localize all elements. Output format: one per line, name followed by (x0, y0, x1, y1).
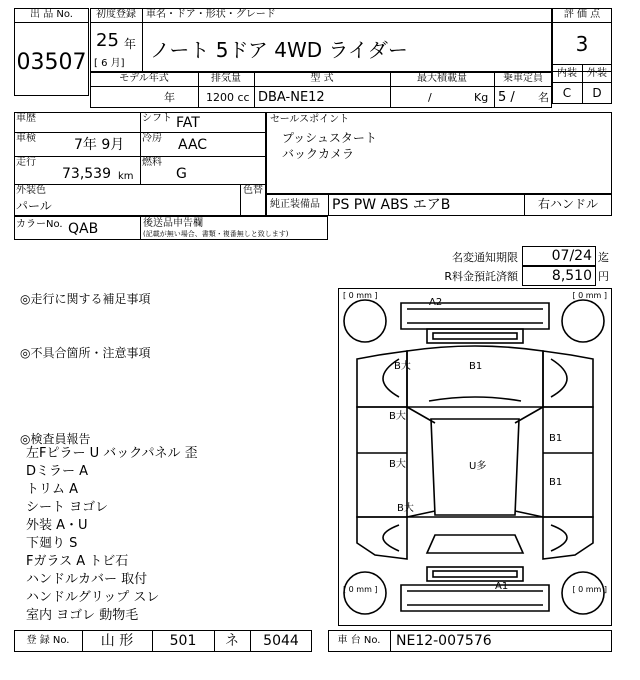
exterior-label: 外装 (587, 68, 607, 79)
report-item: 外装 A・U (26, 518, 88, 533)
recycle-unit: 円 (598, 270, 609, 283)
registration-area: 山 形 (100, 633, 134, 649)
car-name-label: 車名・ドア・形状・グレード (146, 9, 276, 20)
wheel-label-rear-left: [ 0 mm ] (343, 585, 378, 594)
max-load: / (428, 91, 432, 104)
mileage-value: 73,539 (62, 166, 111, 182)
displacement: 1200 cc (206, 91, 250, 104)
history-label: 車歴 (16, 113, 36, 124)
capacity-label: 乗車定員 (503, 73, 543, 84)
documents-label: 後送品申告欄 (143, 218, 203, 229)
damage-mark: B1 (549, 477, 563, 488)
report-item: トリム A (26, 482, 79, 497)
color-change-label: 色替 (243, 185, 263, 196)
first-registration-label: 初度登録 (96, 9, 136, 20)
max-load-unit: Kg (474, 91, 489, 104)
damage-mark: B大 (389, 459, 406, 470)
name-change-label: 名変通知期限 (452, 251, 518, 264)
color-value: パール (16, 199, 52, 213)
wheel-label-front-right: [ 0 mm ] (572, 291, 607, 300)
color-no-label: カラーNo. (16, 219, 63, 230)
model-code: DBA-NE12 (258, 90, 325, 105)
report-item: 室内 ヨゴレ 動物毛 (26, 608, 139, 623)
steering-value: 右ハンドル (537, 197, 598, 211)
capacity-unit: 名 (538, 91, 549, 104)
ac-label: 冷房 (142, 133, 162, 144)
registration-label: 登 録 No. (26, 635, 70, 646)
recycle-value: 8,510 (551, 268, 592, 284)
wheel-front-left (344, 300, 386, 342)
exterior-grade: D (592, 86, 602, 100)
max-load-label: 最大積載量 (417, 73, 467, 84)
chassis-label: 車 台 No. (337, 635, 381, 646)
equipment-value: PS PW ABS エアB (332, 197, 451, 213)
color-no: QAB (68, 221, 99, 237)
name-change-unit: 迄 (598, 251, 609, 264)
equipment-label: 純正装備品 (270, 199, 320, 210)
registration-month: [ 6 月] (94, 58, 125, 69)
documents-note: (記載が無い場合、書類・複番無しと致します) (143, 230, 289, 238)
shift-value: FAT (176, 115, 200, 131)
damage-mark: U多 (469, 461, 487, 472)
inspection-label: 車検 (16, 133, 36, 144)
wheel-label-front-left: [ 0 mm ] (343, 291, 378, 300)
grade-label: 評 価 点 (563, 9, 601, 20)
car-name: ノート 5ドア 4WD ライダー (150, 38, 408, 62)
report-item: 下廻り S (26, 536, 78, 551)
registration-number: 5044 (263, 633, 299, 649)
report-item: 左Fピラー U バックパネル 歪 (26, 446, 198, 461)
mileage-label: 走行 (16, 157, 36, 168)
sales-point-label: セールスポイント (270, 114, 350, 125)
report-item: Dミラー A (26, 464, 89, 479)
damage-mark: B大 (397, 503, 414, 514)
year-unit: 年 (124, 37, 137, 51)
car-diagram (339, 289, 611, 625)
damage-mark: B1 (469, 361, 483, 372)
report-item: Fガラス A トビ石 (26, 554, 129, 569)
capacity: 5 / (498, 90, 515, 105)
lot-number: 03507 (16, 50, 87, 75)
model-year-unit: 年 (164, 91, 175, 104)
inspector-report-heading: ◎検査員報告 (20, 432, 91, 446)
car-diagram-box (338, 288, 612, 626)
damage-mark: A2 (429, 297, 443, 308)
grade-score: 3 (575, 32, 589, 56)
fuel-label: 燃料 (142, 157, 162, 168)
inspection-value: 7年 9月 (74, 137, 125, 153)
wheel-front-right (562, 300, 604, 342)
sales-point-1: プッシュスタート (282, 131, 377, 145)
registration-kana: ネ (225, 633, 239, 649)
model-code-label: 型 式 (310, 73, 334, 84)
registration-class: 501 (169, 633, 197, 649)
color-label: 外装色 (16, 185, 46, 196)
report-item: ハンドルグリップ スレ (26, 590, 160, 605)
lot-number-label: 出 品 No. (30, 9, 73, 20)
chassis-number: NE12-007576 (396, 633, 492, 649)
damage-mark: A1 (495, 581, 509, 592)
ac-value: AAC (178, 137, 208, 153)
shift-label: シフト (142, 113, 172, 124)
recycle-label: R料金預託済額 (444, 270, 518, 283)
damage-mark: B大 (394, 361, 411, 372)
mileage-unit: km (118, 171, 134, 182)
damage-mark: B大 (389, 411, 406, 422)
registration-year: 25 (96, 30, 119, 51)
sales-point-2: バックカメラ (282, 147, 355, 161)
wheel-label-rear-right: [ 0 mm ] (572, 585, 607, 594)
displacement-label: 排気量 (211, 73, 241, 84)
name-change-value: 07/24 (551, 248, 592, 264)
report-item: シート ヨゴレ (26, 500, 109, 515)
damage-mark: B1 (549, 433, 563, 444)
driving-notes-heading: ◎走行に関する補足事項 (20, 292, 151, 306)
report-item: ハンドルカバー 取付 (26, 572, 148, 587)
defects-heading: ◎不具合箇所・注意事項 (20, 346, 151, 360)
model-year-label: モデル年式 (119, 73, 169, 84)
interior-grade: C (562, 86, 572, 100)
fuel-value: G (176, 166, 187, 182)
interior-label: 内装 (557, 68, 577, 79)
